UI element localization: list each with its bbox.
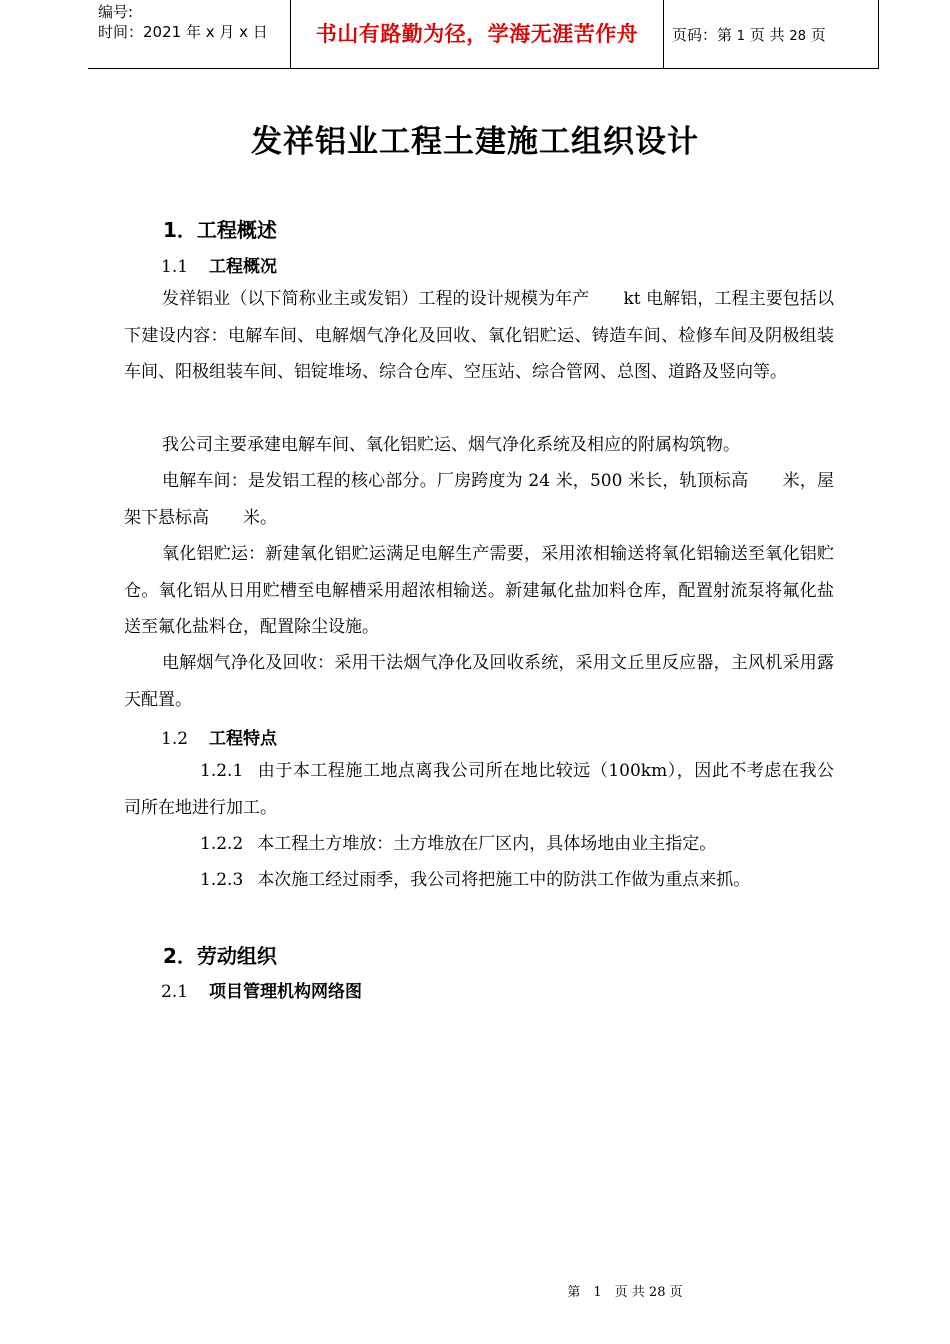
- item-text: 由于本工程施工地点离我公司所在地比较远（100km），因此不考虑在我公司所在地进行加工。: [124, 761, 834, 818]
- page-mid: 页 共: [749, 26, 785, 44]
- page-footer: 第 1 页 共 28 页: [567, 1285, 683, 1300]
- item-number: 1.2.3: [200, 870, 244, 890]
- page-header: [88, 0, 879, 69]
- item-number: 1.2.1: [200, 761, 244, 781]
- header-page-indicator: [672, 24, 826, 45]
- paragraph: 发祥铝业（以下简称业主或发铝）工程的设计规模为年产 kt 电解铝，工程主要包括以下建设内容：电解车间、电解烟气净化及回收、氧化铝贮运、铸造车间、检修车间及阴极组装车间、阳极组装车间、铝锭堆场、综合仓库、空压站、综合管网、总图、道路及竖向等。: [124, 289, 834, 382]
- page-suffix: 页: [810, 26, 826, 44]
- list-item: [124, 826, 834, 863]
- subsection-heading: [161, 724, 277, 749]
- document-date: 时间：2021 年 x 月 x 日: [98, 23, 268, 41]
- subsection-title: 项目管理机构网络图: [209, 982, 362, 1002]
- page-prefix: 页码：第: [672, 26, 733, 44]
- item-text: 本工程土方堆放：土方堆放在厂区内，具体场地由业主指定。: [257, 834, 717, 854]
- header-motto: 书山有路勤为径，学海无涯苦作舟: [315, 22, 639, 46]
- document-number-label: 编号:: [98, 3, 134, 21]
- subsection-title: 工程特点: [209, 729, 277, 749]
- subsection-number: 1.1: [161, 257, 189, 277]
- subsection-number: 1.2: [161, 729, 189, 749]
- subsection-heading: [161, 252, 277, 277]
- item-text: 本次施工经过雨季，我公司将把施工中的防洪工作做为重点来抓。: [257, 870, 751, 890]
- page-number: 1: [736, 29, 746, 44]
- subsection-title: 工程概况: [209, 257, 277, 277]
- subsection-number: 2.1: [161, 982, 189, 1002]
- header-meta: [98, 2, 268, 42]
- list-item: [124, 753, 834, 826]
- section-heading: 2．劳动组织: [163, 944, 277, 968]
- page-total: 28: [789, 29, 806, 44]
- document-title: 发祥铝业工程土建施工组织设计: [251, 124, 699, 160]
- paragraph: 电解烟气净化及回收：采用干法烟气净化及回收系统，采用文丘里反应器，主风机采用露天配置。: [124, 653, 834, 710]
- paragraph: 电解车间：是发铝工程的核心部分。厂房跨度为 24 米，500 米长，轨顶标高 米，屋架下悬标高 米。: [124, 471, 834, 528]
- item-number: 1.2.2: [200, 834, 244, 854]
- header-divider: [878, 0, 879, 68]
- list-item: [124, 862, 834, 899]
- section-heading: 1．工程概述: [163, 218, 277, 242]
- paragraph: 氧化铝贮运：新建氧化铝贮运满足电解生产需要，采用浓相输送将氧化铝输送至氧化铝贮仓。氧化铝从日用贮槽至电解槽采用超浓相输送。新建氟化盐加料仓库，配置射流泵将氟化盐送至氟化盐料仓，配置除尘设施。: [124, 544, 834, 637]
- paragraph: 我公司主要承建电解车间、氧化铝贮运、烟气净化系统及相应的附属构筑物。: [162, 435, 740, 455]
- subsection-heading: [161, 977, 362, 1002]
- header-divider: [663, 0, 664, 68]
